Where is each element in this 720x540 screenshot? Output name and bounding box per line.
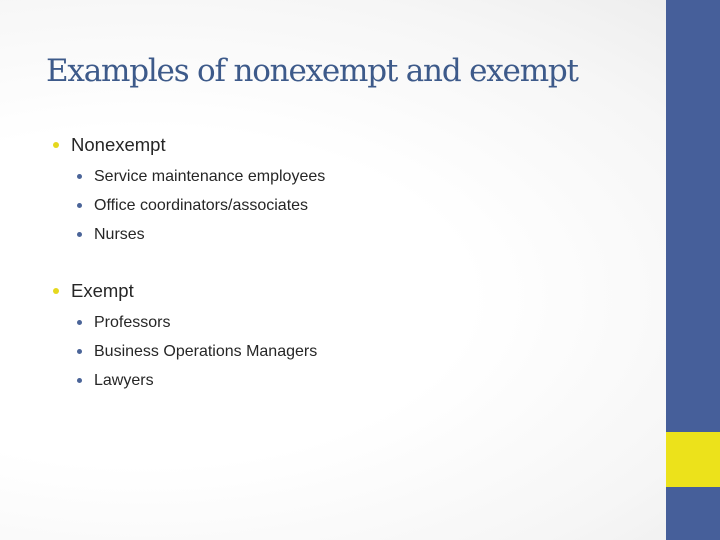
sub-bullet-icon <box>77 349 82 354</box>
bullet-item-level2 <box>50 220 650 249</box>
bullet-item-level1 <box>50 133 650 157</box>
bullet-icon <box>53 142 59 148</box>
bullet-item-level2 <box>50 366 650 395</box>
sub-bullet-label: Service maintenance employees <box>94 168 326 185</box>
bullet-item-level2 <box>50 162 650 191</box>
sub-bullet-label: Professors <box>94 314 171 331</box>
bullet-item-level2 <box>50 337 650 366</box>
sub-bullet-label: Business Operations Managers <box>94 343 318 360</box>
bullet-content <box>50 133 650 425</box>
slide-title: Examples of nonexempt and exempt <box>46 53 578 89</box>
sub-bullet-icon <box>77 203 82 208</box>
sub-bullet-list <box>50 308 650 395</box>
section-exempt <box>50 279 650 395</box>
sub-bullet-label: Office coordinators/associates <box>94 197 309 214</box>
section-heading: Exempt <box>71 280 134 301</box>
section-nonexempt <box>50 133 650 249</box>
sub-bullet-icon <box>77 378 82 383</box>
sub-bullet-label: Lawyers <box>94 372 154 389</box>
bullet-icon <box>53 288 59 294</box>
side-bar-accent <box>666 432 720 487</box>
sub-bullet-icon <box>77 174 82 179</box>
sub-bullet-list <box>50 162 650 249</box>
sub-bullet-label: Nurses <box>94 226 145 243</box>
bullet-item-level2 <box>50 191 650 220</box>
section-heading: Nonexempt <box>71 134 166 155</box>
sub-bullet-icon <box>77 320 82 325</box>
sub-bullet-icon <box>77 232 82 237</box>
bullet-item-level1 <box>50 279 650 303</box>
bullet-item-level2 <box>50 308 650 337</box>
